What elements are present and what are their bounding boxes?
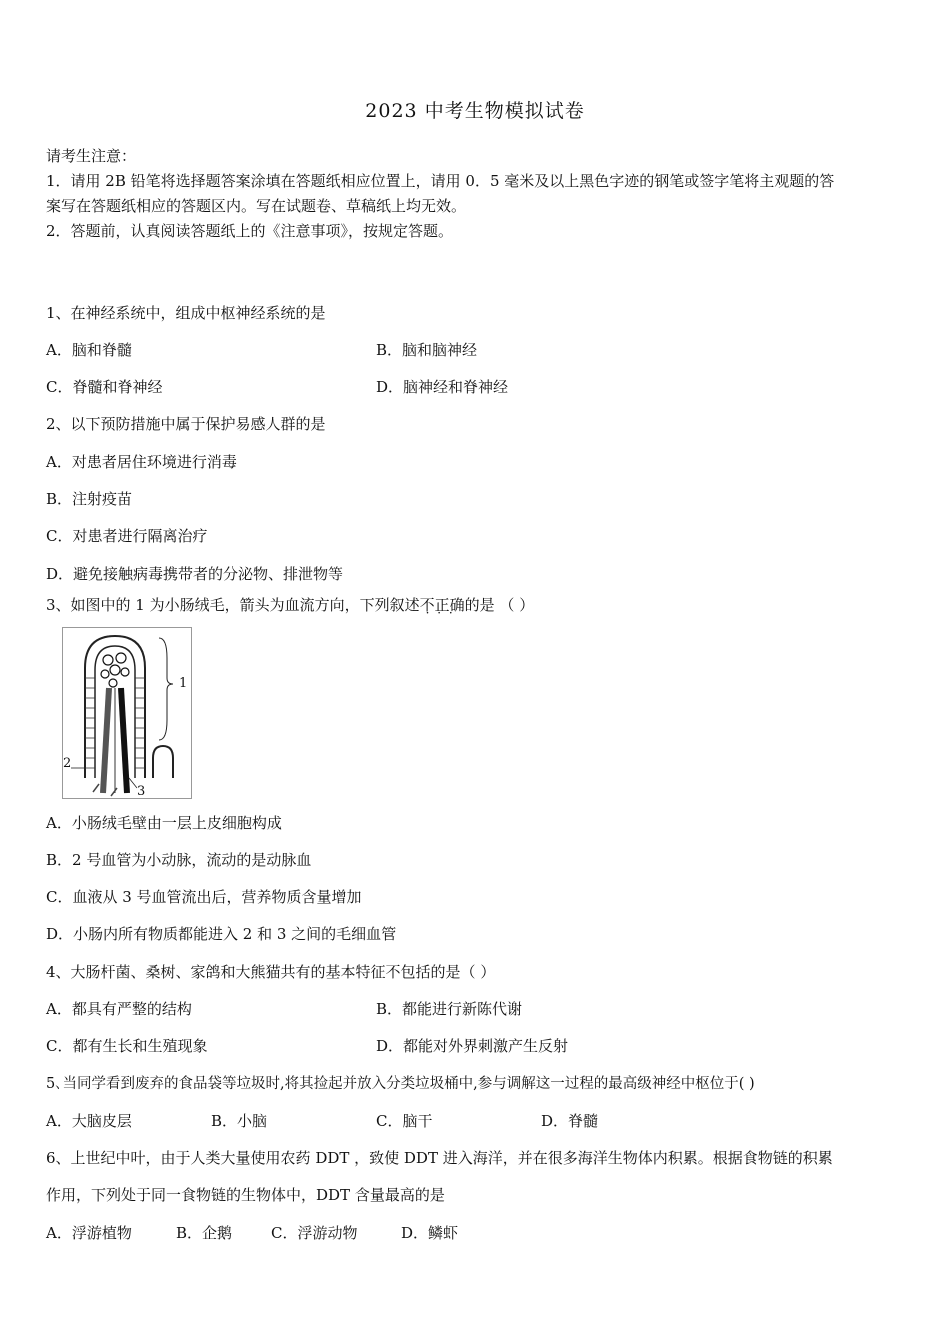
villus-figure bbox=[62, 627, 192, 799]
q4-option-b: B．都能进行新陈代谢 bbox=[376, 1000, 523, 1018]
q3-stem bbox=[46, 594, 534, 615]
q6-stem-line-2: 作用，下列处于同一食物链的生物体中，DDT 含量最高的是 bbox=[46, 1186, 445, 1204]
q4-stem: 4、大肠杆菌、桑树、家鸽和大熊猫共有的基本特征不包括的是（ ） bbox=[46, 963, 496, 981]
q1-option-d: D．脑神经和脊神经 bbox=[376, 378, 509, 396]
q3-stem-emphasis: 不正确 · · · bbox=[420, 594, 465, 615]
q6-option-b: B．企鹅 bbox=[176, 1224, 233, 1242]
q3-option-c: C．血液从 3 号血管流出后，营养物质含量增加 bbox=[46, 888, 362, 906]
q2-option-d: D．避免接触病毒携带者的分泌物、排泄物等 bbox=[46, 565, 344, 583]
q3-option-b: B．2 号血管为小动脉，流动的是动脉血 bbox=[46, 851, 312, 869]
q2-option-a: A．对患者居住环境进行消毒 bbox=[46, 453, 237, 471]
q2-option-b: B．注射疫苗 bbox=[46, 490, 133, 508]
q5-option-b: B．小脑 bbox=[211, 1112, 268, 1130]
q1-option-c: C．脊髓和脊神经 bbox=[46, 378, 163, 396]
figure-label-1: 1 bbox=[179, 676, 188, 691]
figure-label-2: 2 bbox=[63, 756, 72, 771]
notice-line-1a: 1．请用 2B 铅笔将选择题答案涂填在答题纸相应位置上，请用 0．5 毫米及以上黑色字迹的钢笔或签字笔将主观题的答 bbox=[46, 172, 835, 190]
q2-option-c: C．对患者进行隔离治疗 bbox=[46, 527, 208, 545]
q6-stem-line-1: 6、上世纪中叶，由于人类大量使用农药 DDT ，致使 DDT 进入海洋，并在很多海洋生物体内积累。根据食物链的积累 bbox=[46, 1149, 833, 1167]
q6-option-c: C．浮游动物 bbox=[271, 1224, 358, 1242]
q1-option-b: B．脑和脑神经 bbox=[376, 341, 478, 359]
q1-stem: 1、在神经系统中，组成中枢神经系统的是 bbox=[46, 304, 326, 322]
q3-option-a: A．小肠绒毛壁由一层上皮细胞构成 bbox=[46, 814, 282, 832]
notice-heading: 请考生注意： bbox=[46, 147, 137, 165]
q5-option-c: C．脑干 bbox=[376, 1112, 433, 1130]
q6-option-a: A．浮游植物 bbox=[46, 1224, 132, 1242]
q5-option-a: A．大脑皮层 bbox=[46, 1112, 132, 1130]
villus-diagram bbox=[63, 628, 191, 798]
notice-line-2: 2．答题前，认真阅读答题纸上的《注意事项》，按规定答题。 bbox=[46, 222, 454, 240]
figure-label-3: 3 bbox=[137, 784, 146, 799]
q2-stem: 2、以下预防措施中属于保护易感人群的是 bbox=[46, 415, 326, 433]
q3-option-d: D．小肠内所有物质都能进入 2 和 3 之间的毛细血管 bbox=[46, 925, 397, 943]
q4-option-c: C．都有生长和生殖现象 bbox=[46, 1037, 208, 1055]
page-title: 2023 中考生物模拟试卷 bbox=[365, 100, 585, 122]
q5-option-d: D．脊髓 bbox=[541, 1112, 599, 1130]
q3-stem-post: 的是 （ ） bbox=[464, 596, 535, 614]
q5-stem: 5､当同学看到废弃的食品袋等垃圾时,将其捡起并放入分类垃圾桶中,参与调解这一过程的最高级神经中枢位于( ) bbox=[46, 1076, 755, 1092]
q3-stem-pre: 3、如图中的 1 为小肠绒毛，箭头为血流方向，下列叙述 bbox=[46, 596, 420, 614]
q4-option-d: D．都能对外界刺激产生反射 bbox=[376, 1037, 569, 1055]
q4-option-a: A．都具有严整的结构 bbox=[46, 1000, 192, 1018]
q1-option-a: A．脑和脊髓 bbox=[46, 341, 132, 359]
q6-option-d: D．鳞虾 bbox=[401, 1224, 459, 1242]
notice-line-1b: 案写在答题纸相应的答题区内。写在试题卷、草稿纸上均无效。 bbox=[46, 197, 467, 215]
